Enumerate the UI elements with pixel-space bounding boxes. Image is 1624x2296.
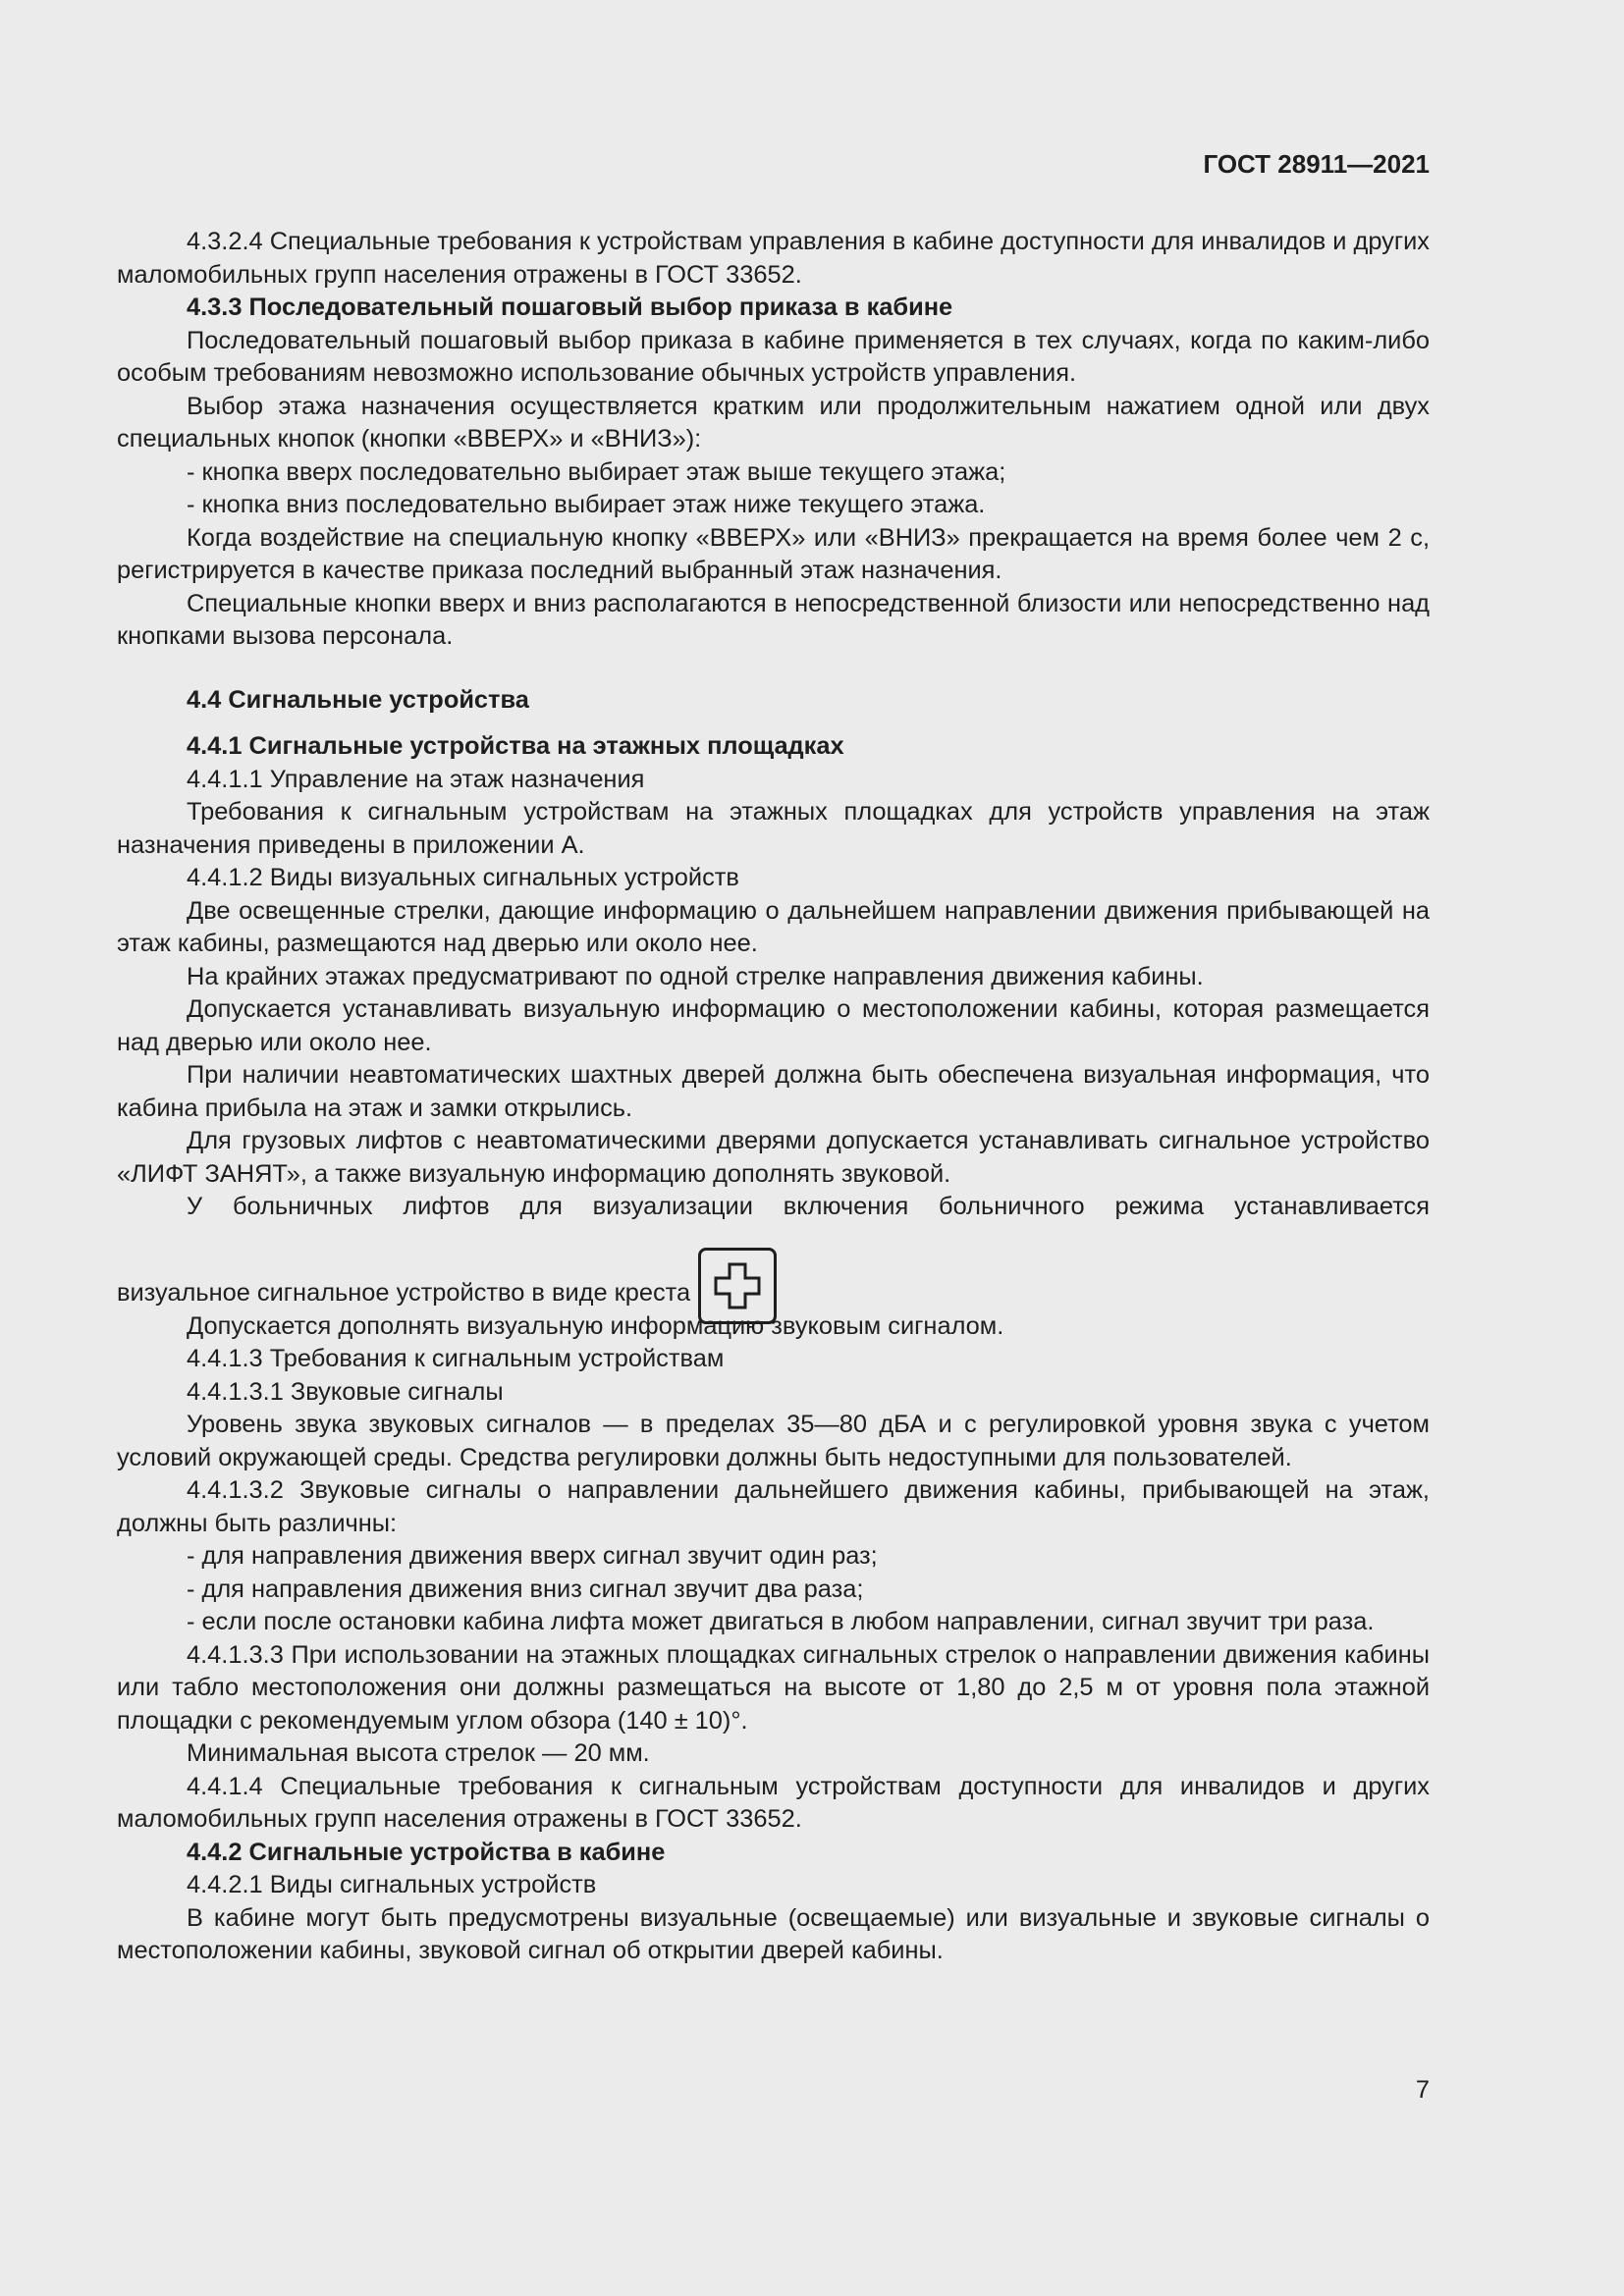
paragraph: Две освещенные стрелки, дающие информацию о дальнейшем направлении движения прибывающей на этаж кабины, размещаются над дверью или около нее.: [117, 896, 1430, 957]
list-item: - если после остановки кабина лифта может двигаться в любом направлении, сигнал звучит три раза.: [187, 1608, 1375, 1635]
section-heading: 4.4 Сигнальные устройства: [187, 685, 529, 714]
paragraph: 4.4.1.1 Управление на этаж назначения: [187, 765, 645, 793]
paragraph: Требования к сигнальным устройствам на этажных площадках для устройств управления на этаж назначения приведены в приложении А.: [117, 798, 1430, 859]
paragraph: Допускается устанавливать визуальную информацию о местоположении кабины, которая размещается над дверью или около нее.: [117, 995, 1430, 1056]
paragraph: Минимальная высота стрелок — 20 мм.: [187, 1739, 650, 1767]
paragraph: Уровень звука звуковых сигналов — в пределах 35—80 дБА и с регулировкой уровня звука с учетом условий окружающей среды. Средства регулировки должны быть недоступными для пользователей.: [117, 1411, 1430, 1471]
subsection-heading: 4.4.1 Сигнальные устройства на этажных площадках: [187, 732, 844, 760]
subsection-heading: 4.3.3 Последовательный пошаговый выбор приказа в кабине: [187, 294, 953, 321]
cross-symbol-line: [117, 1248, 1430, 1310]
paragraph: Специальные кнопки вверх и вниз располагаются в непосредственной близости или непосредственно над кнопками вызова персонала.: [117, 589, 1430, 650]
page-body: [117, 226, 1430, 1968]
spacer: [117, 654, 1430, 684]
list-item: - кнопка вверх последовательно выбирает этаж выше текущего этажа;: [187, 457, 1006, 486]
spacer: [117, 717, 1430, 730]
paragraph: Когда воздействие на специальную кнопку «ВВЕРХ» или «ВНИЗ» прекращается на время более чем 2 с, регистрируется в качестве приказа последний выбранный этаж назначения.: [117, 523, 1430, 584]
paragraph: Для грузовых лифтов с неавтоматическими дверями допускается устанавливать сигнальное устройство «ЛИФТ ЗАНЯТ», а также визуальную информацию дополнять звуковой.: [117, 1127, 1430, 1188]
paragraph-continuation: визуальное сигнальное устройство в виде креста: [117, 1279, 691, 1307]
paragraph: 4.4.2.1 Виды сигнальных устройств: [187, 1871, 597, 1898]
paragraph: На крайних этажах предусматривают по одной стрелке направления движения кабины.: [187, 962, 1204, 990]
paragraph: Допускается дополнять визуальную информацию звуковым сигналом.: [187, 1311, 1004, 1340]
paragraph: 4.4.1.4 Специальные требования к сигнальным устройствам доступности для инвалидов и других маломобильных групп населения отражены в ГОСТ 33652.: [117, 1772, 1430, 1833]
paragraph: Выбор этажа назначения осуществляется кратким или продолжительным нажатием одной или двух специальных кнопок (кнопки «ВВЕРХ» и «ВНИЗ»):: [117, 392, 1430, 453]
paragraph: 4.4.1.3.1 Звуковые сигналы: [187, 1377, 504, 1406]
list-item: - для направления движения вверх сигнал звучит один раз;: [187, 1542, 878, 1570]
paragraph: 4.3.2.4 Специальные требования к устройствам управления в кабине доступности для инвалидов и других маломобильных групп населения отражены в ГОСТ 33652.: [117, 228, 1430, 289]
page-number: 7: [1415, 2076, 1430, 2104]
paragraph: При наличии неавтоматических шахтных дверей должна быть обеспечена визуальная информация, что кабина прибыла на этаж и замки открылись.: [117, 1061, 1430, 1122]
document-code: ГОСТ 28911—2021: [1203, 149, 1430, 179]
paragraph: Последовательный пошаговый выбор приказа в кабине применяется в тех случаях, когда по каким-либо особым требованиям невозможно использование обычных устройств управления.: [117, 326, 1430, 387]
list-item: - кнопка вниз последовательно выбирает этаж ниже текущего этажа.: [187, 491, 986, 518]
paragraph: В кабине могут быть предусмотрены визуальные (освещаемые) или визуальные и звуковые сигналы о местоположении кабины, звуковой сигнал об открытии дверей кабины.: [117, 1903, 1430, 1964]
paragraph: У больничных лифтов для визуализации включения больничного режима устанавливается: [187, 1193, 1430, 1220]
paragraph: 4.4.1.3.2 Звуковые сигналы о направлении дальнейшего движения кабины, прибывающей на этаж, должны быть различны:: [117, 1476, 1430, 1537]
paragraph: 4.4.1.2 Виды визуальных сигнальных устройств: [187, 864, 739, 891]
list-item: - для направления движения вниз сигнал звучит два раза;: [187, 1575, 864, 1603]
paragraph: 4.4.1.3.3 При использовании на этажных площадках сигнальных стрелок о направлении движения кабины или табло местоположения они должны размещаться на высоте от 1,80 до 2,5 м от уровня пола этажной площадки с рекомендуемым углом обзора (140 ± 10)°.: [117, 1640, 1430, 1735]
paragraph: 4.4.1.3 Требования к сигнальным устройствам: [187, 1345, 725, 1372]
subsection-heading: 4.4.2 Сигнальные устройства в кабине: [187, 1838, 666, 1866]
